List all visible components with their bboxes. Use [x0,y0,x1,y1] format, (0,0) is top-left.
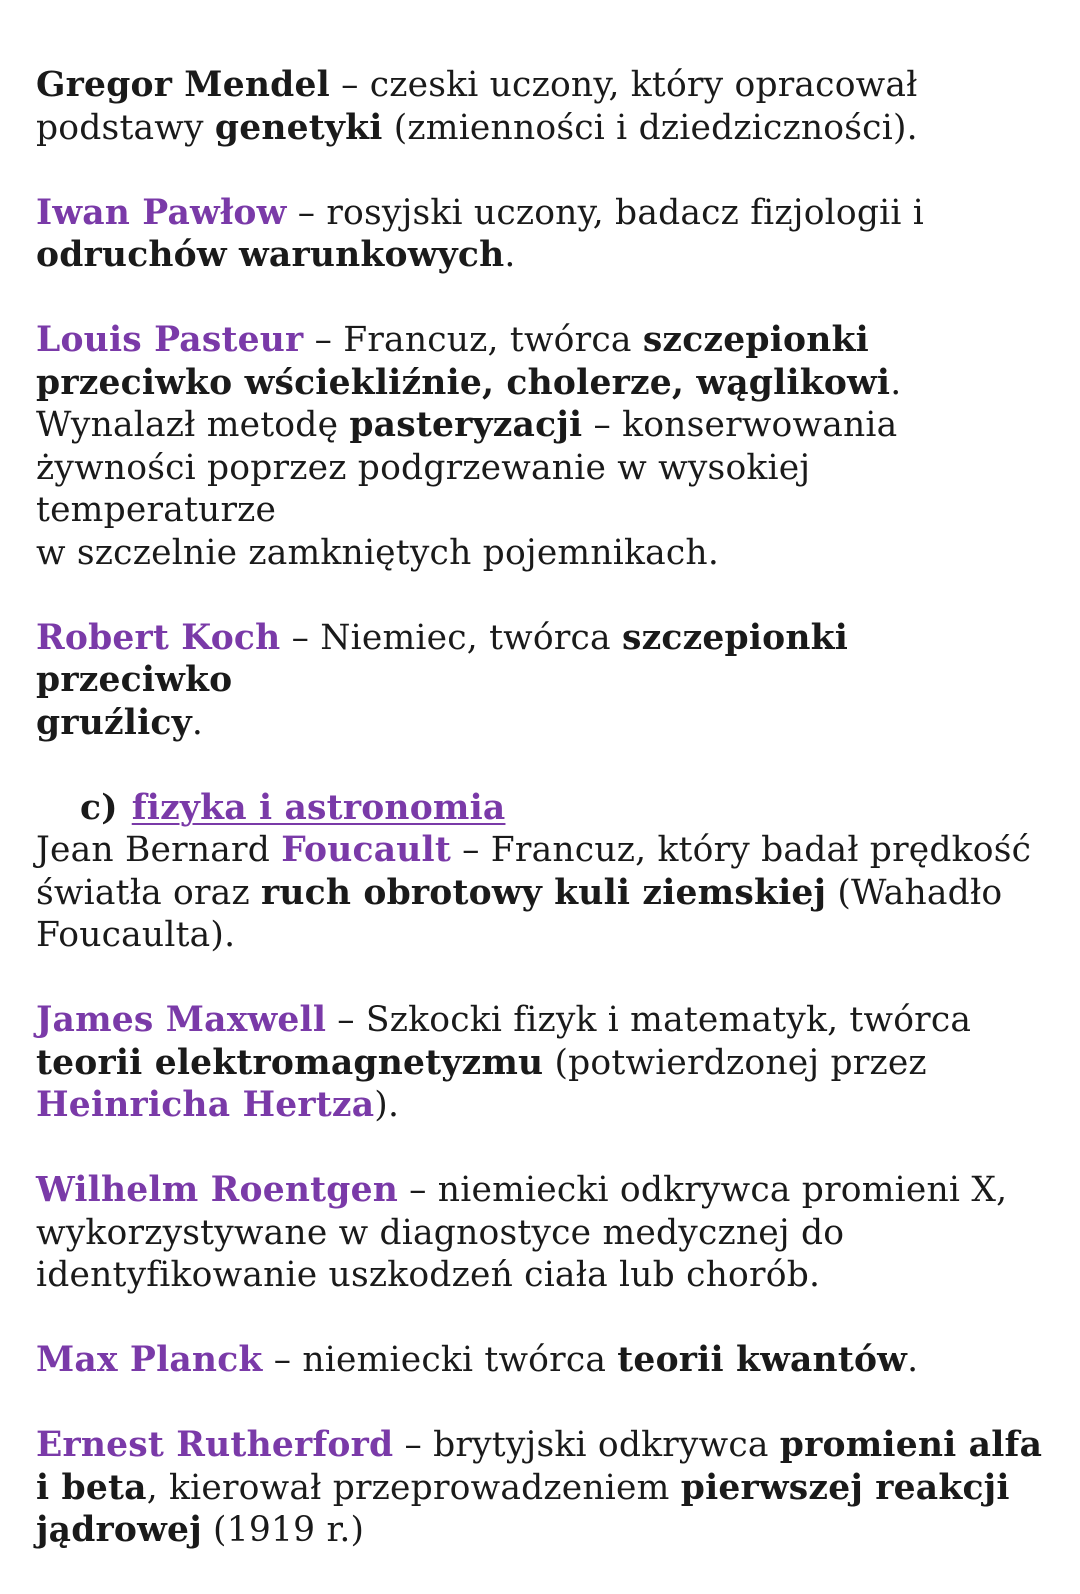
text-run: wykorzystywane w diagnostyce medycznej do [36,1212,845,1253]
text-run: – Szkocki fizyk i matematyk, twórca [326,1000,972,1040]
person-name: Ernest Rutherford [36,1425,394,1465]
entry-line [36,192,1046,235]
text-run: ). [374,1085,400,1125]
bold-term: ruch obrotowy kuli ziemskiej [261,872,827,913]
text-run: . [907,1340,919,1380]
text-run: , kierował przeprowadzeniem [146,1467,681,1508]
text-run: – niemiecki odkrywca promieni X, [398,1170,1008,1210]
entry-line [36,617,1046,702]
person-name: Max Planck [36,1340,263,1380]
text-run: w szczelnie zamkniętych pojemnikach. [36,532,719,573]
person-name: Foucault [281,830,451,870]
text-run: identyfikowanie uszkodzeń ciała lub chorób. [36,1255,821,1295]
biography-list-physics [36,829,1046,1552]
bold-term: jądrowej [36,1510,202,1550]
entry-line [36,234,1046,277]
entry-line [36,702,1046,745]
entry-maxwell [36,999,1046,1127]
entry-line [36,1254,1046,1297]
entry-line [36,362,1046,405]
person-name: Louis Pasteur [36,320,304,360]
entry-line [36,1212,1046,1255]
entry-line [36,447,1046,532]
entry-line [36,1042,1046,1085]
entry-koch [36,617,1046,745]
bold-term: pasteryzacji [349,405,583,445]
entry-line [36,64,1046,107]
entry-line [36,1509,1046,1552]
text-run: Foucaulta). [36,915,236,955]
person-name: Gregor Mendel [36,65,330,105]
entry-line [36,1424,1046,1467]
entry-roentgen [36,1169,1046,1297]
text-run: – Francuz, twórca [303,320,643,360]
text-run: . [191,702,204,743]
text-run: – czeski uczony, który opracował [329,65,918,105]
bold-term: promieni alfa [779,1425,1043,1465]
entry-line [36,319,1046,362]
bold-term: przeciwko wściekliźnie, cholerze, wąglikowi [36,362,891,403]
text-run: – Niemiec, twórca [280,617,622,658]
entry-rutherford [36,1424,1046,1552]
section-title-link[interactable]: fizyka i astronomia [131,787,506,828]
person-name: Robert Koch [36,617,281,658]
text-run: – Francuz, który badał prędkość [451,830,1032,870]
person-name: James Maxwell [36,1000,327,1040]
entry-line [36,532,1046,575]
text-run: (potwierdzonej przez [543,1042,927,1083]
text-run: żywności poprzez podgrzewanie w wysokiej temperaturze [36,447,811,530]
entry-foucault [36,829,1046,957]
bold-term: odruchów warunkowych [36,235,505,275]
entry-pawlow [36,192,1046,277]
text-run: Jean Bernard [36,830,282,870]
entry-line [36,107,1046,150]
text-run: podstawy [36,107,215,148]
bold-term: gruźlicy [36,702,192,743]
text-run: – konserwowania [582,405,898,445]
entry-mendel [36,64,1046,149]
biography-list-biology [36,64,1046,744]
bold-term: i beta [36,1467,147,1508]
section-letter: c) [80,787,118,828]
text-run: (zmienności i dziedziczności). [382,107,918,148]
text-run: światła oraz [36,872,261,913]
text-run: . [504,235,516,275]
bold-term: pierwszej reakcji [680,1467,1010,1508]
entry-line [36,914,1046,957]
text-run: – brytyjski odkrywca [393,1425,780,1465]
bold-term: teorii elektromagnetyzmu [36,1042,544,1083]
entry-line [36,999,1046,1042]
text-run: . [890,362,902,403]
text-run: Wynalazł metodę [36,405,350,445]
bold-term: genetyki [214,107,383,148]
bold-term: teorii kwantów [617,1340,908,1380]
entry-line [36,404,1046,447]
document-page [36,64,1046,1594]
person-name: Wilhelm Roentgen [36,1170,399,1210]
text-run: (1919 r.) [201,1510,365,1550]
section-heading [36,787,1046,830]
entry-line [36,1467,1046,1510]
entry-planck [36,1339,1046,1382]
text-run: (Wahadło [826,872,1003,913]
entry-line [36,872,1046,915]
entry-line [36,1084,1046,1127]
bold-term: szczepionki [642,320,869,360]
entry-line [36,1339,1046,1382]
entry-line [36,1169,1046,1212]
bold-term: szczepionki przeciwko [36,617,849,700]
entry-line [36,829,1046,872]
person-name: Heinricha Hertza [36,1085,375,1125]
text-run: – rosyjski uczony, badacz fizjologii i [286,192,925,233]
text-run: – niemiecki twórca [262,1340,618,1380]
entry-pasteur [36,319,1046,574]
person-name: Iwan Pawłow [36,192,287,233]
